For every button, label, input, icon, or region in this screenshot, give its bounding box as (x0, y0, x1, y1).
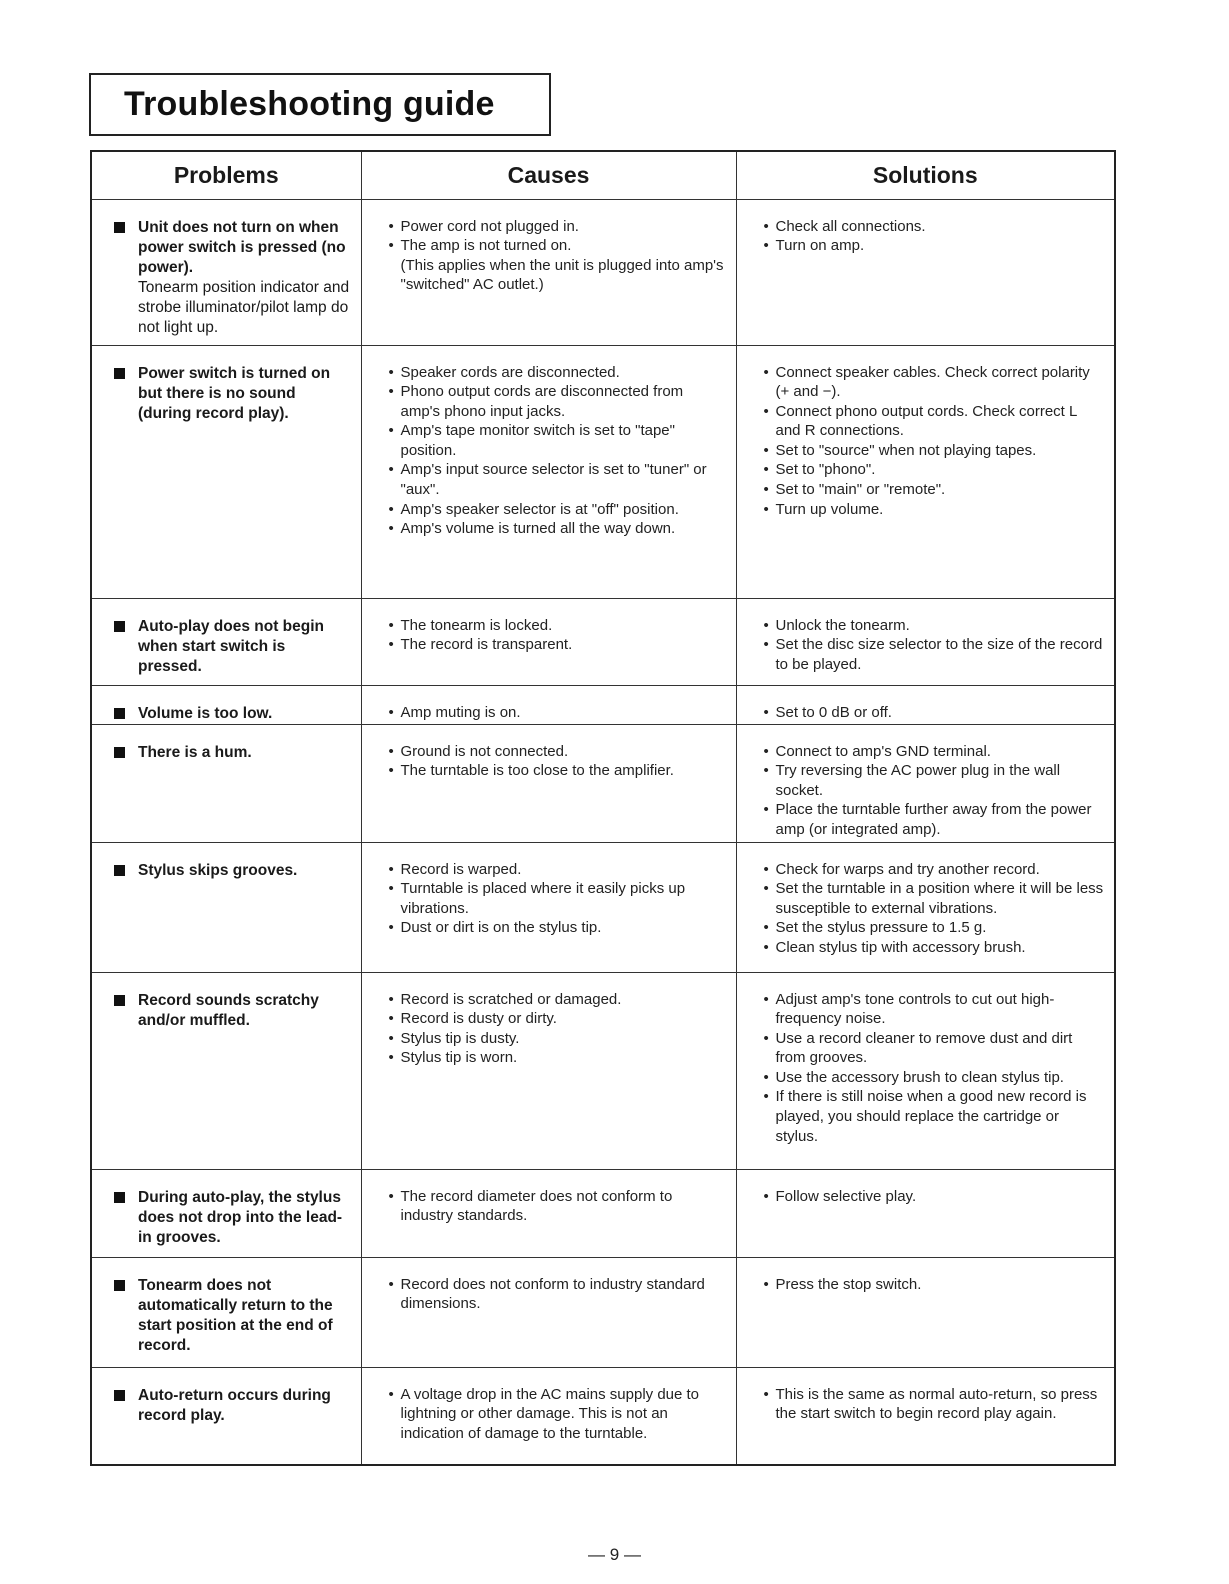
problem-cell (91, 972, 361, 1169)
causes-cell (361, 199, 736, 345)
problem-note: Tonearm position indicator and strobe illuminator/pilot lamp do not light up. (138, 278, 350, 336)
solution-item: • Adjust amp's tone controls to cut out high-frequency noise. (765, 990, 1105, 1029)
causes-cell (361, 1367, 736, 1465)
problem-title: Volume is too low. (138, 704, 273, 722)
solution-item: • Connect speaker cables. Check correct polarity (+ and −). (765, 363, 1105, 402)
solutions-cell (736, 199, 1115, 345)
cause-item: • Record is warped. (390, 860, 726, 880)
problem-text (114, 1386, 351, 1426)
table-row (91, 598, 1115, 685)
table-row (91, 1169, 1115, 1257)
causes-cell (361, 1169, 736, 1257)
solutions-list (765, 616, 1105, 675)
header-row (91, 151, 1115, 199)
cause-item: • Record is dusty or dirty. (390, 1009, 726, 1029)
cause-item: • Amp's volume is turned all the way down. (390, 519, 726, 539)
solution-item: • Set the disc size selector to the size of the record to be played. (765, 635, 1105, 674)
solutions-cell (736, 1257, 1115, 1367)
problem-cell (91, 1367, 361, 1465)
solutions-list (765, 1187, 1105, 1207)
header-causes: Causes (361, 151, 736, 199)
problem-title: Auto-play does not begin when start switch is pressed. (138, 617, 324, 675)
causes-list (390, 990, 726, 1068)
cause-item: • Amp muting is on. (390, 703, 726, 723)
problem-text (114, 704, 351, 724)
header-solutions: Solutions (736, 151, 1115, 199)
problem-cell (91, 598, 361, 685)
problem-title: Stylus skips grooves. (138, 861, 298, 879)
solution-item: • Try reversing the AC power plug in the wall socket. (765, 761, 1105, 800)
problem-cell (91, 1169, 361, 1257)
problem-text (114, 1188, 351, 1248)
solution-item: • Set the turntable in a position where it will be less susceptible to external vibrations. (765, 879, 1105, 918)
cause-item: • Amp's speaker selector is at "off" position. (390, 500, 726, 520)
solution-item: • Press the stop switch. (765, 1275, 1105, 1295)
problem-title: Tonearm does not automatically return to the start position at the end of record. (138, 1276, 333, 1354)
cause-item: • Record does not conform to industry standard dimensions. (390, 1275, 726, 1314)
solutions-list (765, 217, 1105, 256)
causes-cell (361, 724, 736, 842)
table-row (91, 1257, 1115, 1367)
solutions-cell (736, 972, 1115, 1169)
problem-text (114, 991, 351, 1031)
causes-list (390, 1275, 726, 1314)
solutions-list (765, 703, 1105, 723)
causes-list (390, 616, 726, 655)
solution-item: • If there is still noise when a good new record is played, you should replace the cartridge or stylus. (765, 1087, 1105, 1146)
causes-list (390, 363, 726, 539)
table-row (91, 842, 1115, 972)
cause-item: • A voltage drop in the AC mains supply due to lightning or other damage. This is not an indication of damage to the turntable. (390, 1385, 726, 1444)
table-row (91, 1367, 1115, 1465)
cause-item: • Stylus tip is worn. (390, 1048, 726, 1068)
solutions-list (765, 990, 1105, 1147)
cause-item: • Power cord not plugged in. (390, 217, 726, 237)
problem-title: During auto-play, the stylus does not drop into the lead-in grooves. (138, 1188, 343, 1246)
problem-cell (91, 199, 361, 345)
solutions-cell (736, 345, 1115, 598)
page-title: Troubleshooting guide (124, 85, 495, 123)
cause-item: • The amp is not turned on. (This applies when the unit is plugged into amp's "switched" AC outlet.) (390, 236, 726, 295)
cause-item: • The tonearm is locked. (390, 616, 726, 636)
problem-cell (91, 842, 361, 972)
causes-list (390, 742, 726, 781)
problem-title: Power switch is turned on but there is no sound (during record play). (138, 364, 331, 422)
cause-item: • Stylus tip is dusty. (390, 1029, 726, 1049)
problem-title: Unit does not turn on when power switch is pressed (no power). (138, 218, 346, 276)
problem-title: There is a hum. (138, 743, 252, 761)
table-row (91, 345, 1115, 598)
causes-list (390, 1187, 726, 1226)
causes-list (390, 1385, 726, 1444)
problem-cell (91, 685, 361, 724)
problem-cell (91, 724, 361, 842)
solution-item: • Clean stylus tip with accessory brush. (765, 938, 1105, 958)
solutions-cell (736, 598, 1115, 685)
table-row (91, 199, 1115, 345)
header-problems: Problems (91, 151, 361, 199)
solutions-list (765, 1385, 1105, 1424)
solutions-cell (736, 842, 1115, 972)
cause-item: • The record is transparent. (390, 635, 726, 655)
solution-item: • Place the turntable further away from the power amp (or integrated amp). (765, 800, 1105, 839)
cause-item: • The record diameter does not conform to industry standards. (390, 1187, 726, 1226)
causes-cell (361, 1257, 736, 1367)
solution-item: • Set to 0 dB or off. (765, 703, 1105, 723)
solution-item: • Set to "main" or "remote". (765, 480, 1105, 500)
causes-list (390, 703, 726, 723)
cause-item: • Record is scratched or damaged. (390, 990, 726, 1010)
cause-item: • Turntable is placed where it easily picks up vibrations. (390, 879, 726, 918)
causes-cell (361, 685, 736, 724)
solution-item: • Unlock the tonearm. (765, 616, 1105, 636)
problem-text (114, 861, 351, 881)
solutions-list (765, 860, 1105, 958)
solutions-list (765, 1275, 1105, 1295)
cause-item: • Amp's input source selector is set to "tuner" or "aux". (390, 460, 726, 499)
causes-cell (361, 598, 736, 685)
problem-text (114, 218, 351, 338)
solution-item: • Set to "phono". (765, 460, 1105, 480)
solution-item: • Set the stylus pressure to 1.5 g. (765, 918, 1105, 938)
problem-cell (91, 1257, 361, 1367)
page-number: — 9 — (588, 1545, 641, 1564)
cause-item: • Dust or dirt is on the stylus tip. (390, 918, 726, 938)
cause-item: • The turntable is too close to the amplifier. (390, 761, 726, 781)
title-box (89, 73, 551, 136)
solution-item: • Set to "source" when not playing tapes. (765, 441, 1105, 461)
problem-text (114, 1276, 351, 1356)
causes-cell (361, 345, 736, 598)
solutions-cell (736, 1367, 1115, 1465)
problem-title: Record sounds scratchy and/or muffled. (138, 991, 319, 1029)
cause-item: • Amp's tape monitor switch is set to "tape" position. (390, 421, 726, 460)
cause-item: • Speaker cords are disconnected. (390, 363, 726, 383)
solution-item: • Follow selective play. (765, 1187, 1105, 1207)
troubleshooting-table (90, 150, 1116, 1466)
solution-item: • Check all connections. (765, 217, 1105, 237)
solution-item: • Connect phono output cords. Check correct L and R connections. (765, 402, 1105, 441)
problem-title: Auto-return occurs during record play. (138, 1386, 331, 1424)
table-row (91, 724, 1115, 842)
problem-text (114, 617, 351, 677)
solutions-cell (736, 685, 1115, 724)
cause-item: • Phono output cords are disconnected from amp's phono input jacks. (390, 382, 726, 421)
solution-item: • Use a record cleaner to remove dust and dirt from grooves. (765, 1029, 1105, 1068)
solution-item: • Turn up volume. (765, 500, 1105, 520)
causes-cell (361, 972, 736, 1169)
causes-list (390, 217, 726, 295)
solution-item: • This is the same as normal auto-return, so press the start switch to begin record play again. (765, 1385, 1105, 1424)
solutions-list (765, 742, 1105, 840)
causes-cell (361, 842, 736, 972)
problem-text (114, 743, 351, 763)
solution-item: • Connect to amp's GND terminal. (765, 742, 1105, 762)
solutions-cell (736, 1169, 1115, 1257)
solution-item: • Use the accessory brush to clean stylus tip. (765, 1068, 1105, 1088)
solution-item: • Turn on amp. (765, 236, 1105, 256)
solutions-list (765, 363, 1105, 520)
table-row (91, 685, 1115, 724)
problem-cell (91, 345, 361, 598)
solutions-cell (736, 724, 1115, 842)
causes-list (390, 860, 726, 938)
cause-item: • Ground is not connected. (390, 742, 726, 762)
solution-item: • Check for warps and try another record. (765, 860, 1105, 880)
problem-text (114, 364, 351, 424)
table-row (91, 972, 1115, 1169)
